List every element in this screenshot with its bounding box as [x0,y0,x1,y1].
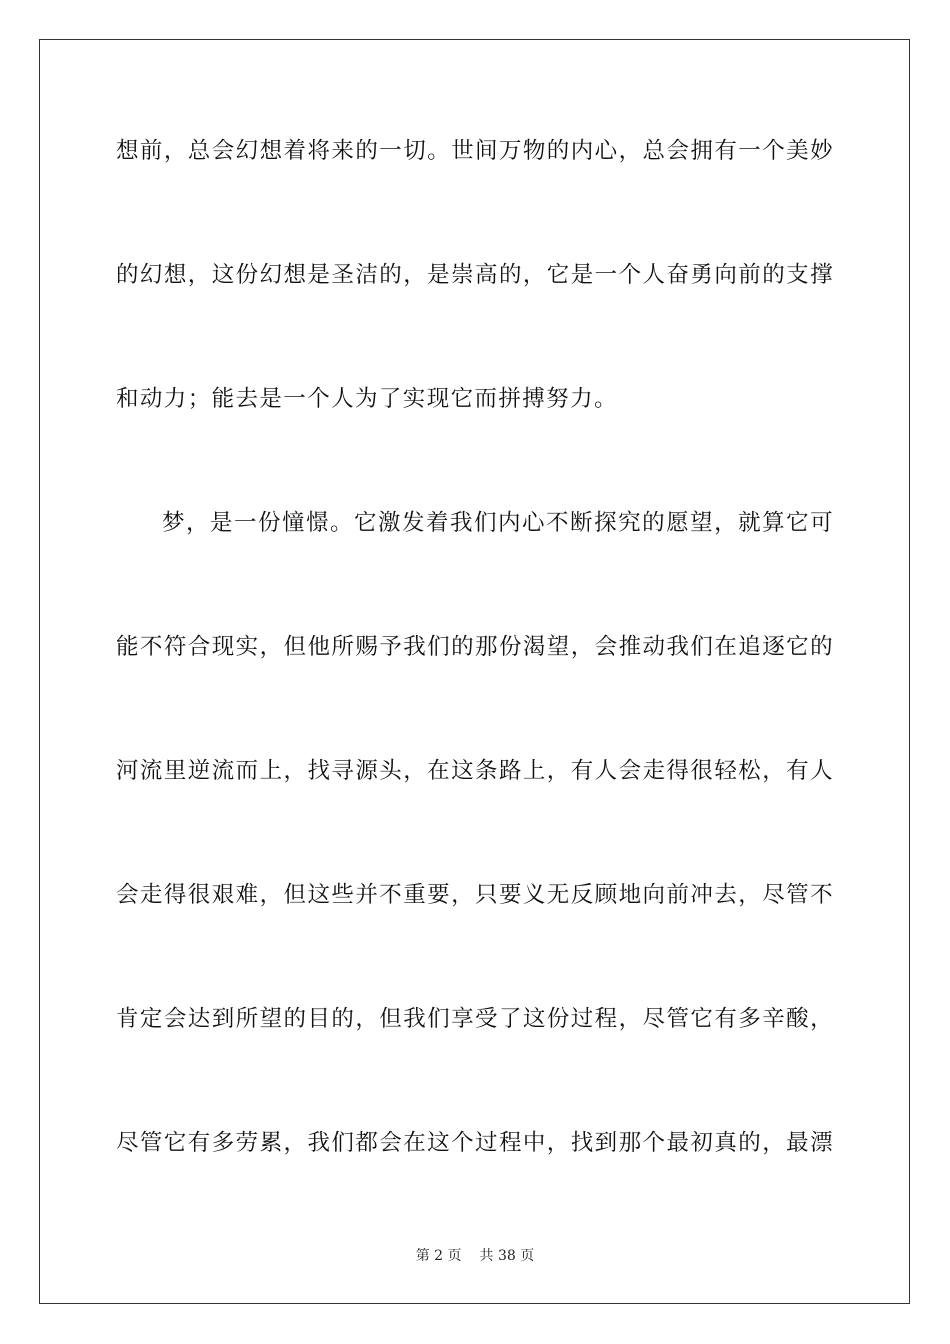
total-pages: 共 38 页 [479,1248,535,1264]
paragraph-line: 想前，总会幻想着将来的一切。世间万物的内心，总会拥有一个美妙 [116,138,834,164]
paragraph-line: 的幻想，这份幻想是圣洁的，是崇高的，它是一个人奋勇向前的支撑 [116,262,834,288]
paragraph-line: 梦，是一份憧憬。它激发着我们内心不断探究的愿望，就算它可 [162,510,834,536]
page-number: 第 2 页 [415,1248,462,1264]
paragraph-line: 会走得很艰难，但这些并不重要，只要义无反顾地向前冲去，尽管不 [116,882,834,908]
paragraph-line: 肯定会达到所望的目的，但我们享受了这份过程，尽管它有多辛酸， [116,1006,834,1032]
paragraph-line: 河流里逆流而上，找寻源头，在这条路上，有人会走得很轻松，有人 [116,758,834,784]
paragraph-line: 和动力；能去是一个人为了实现它而拼搏努力。 [116,386,618,412]
paragraph-line: 尽管它有多劳累，我们都会在这个过程中，找到那个最初真的，最漂 [116,1130,834,1156]
paragraph-line: 能不符合现实，但他所赐予我们的那份渴望，会推动我们在追逐它的 [116,634,834,660]
page-border [39,39,910,1304]
page-footer [0,1246,950,1266]
